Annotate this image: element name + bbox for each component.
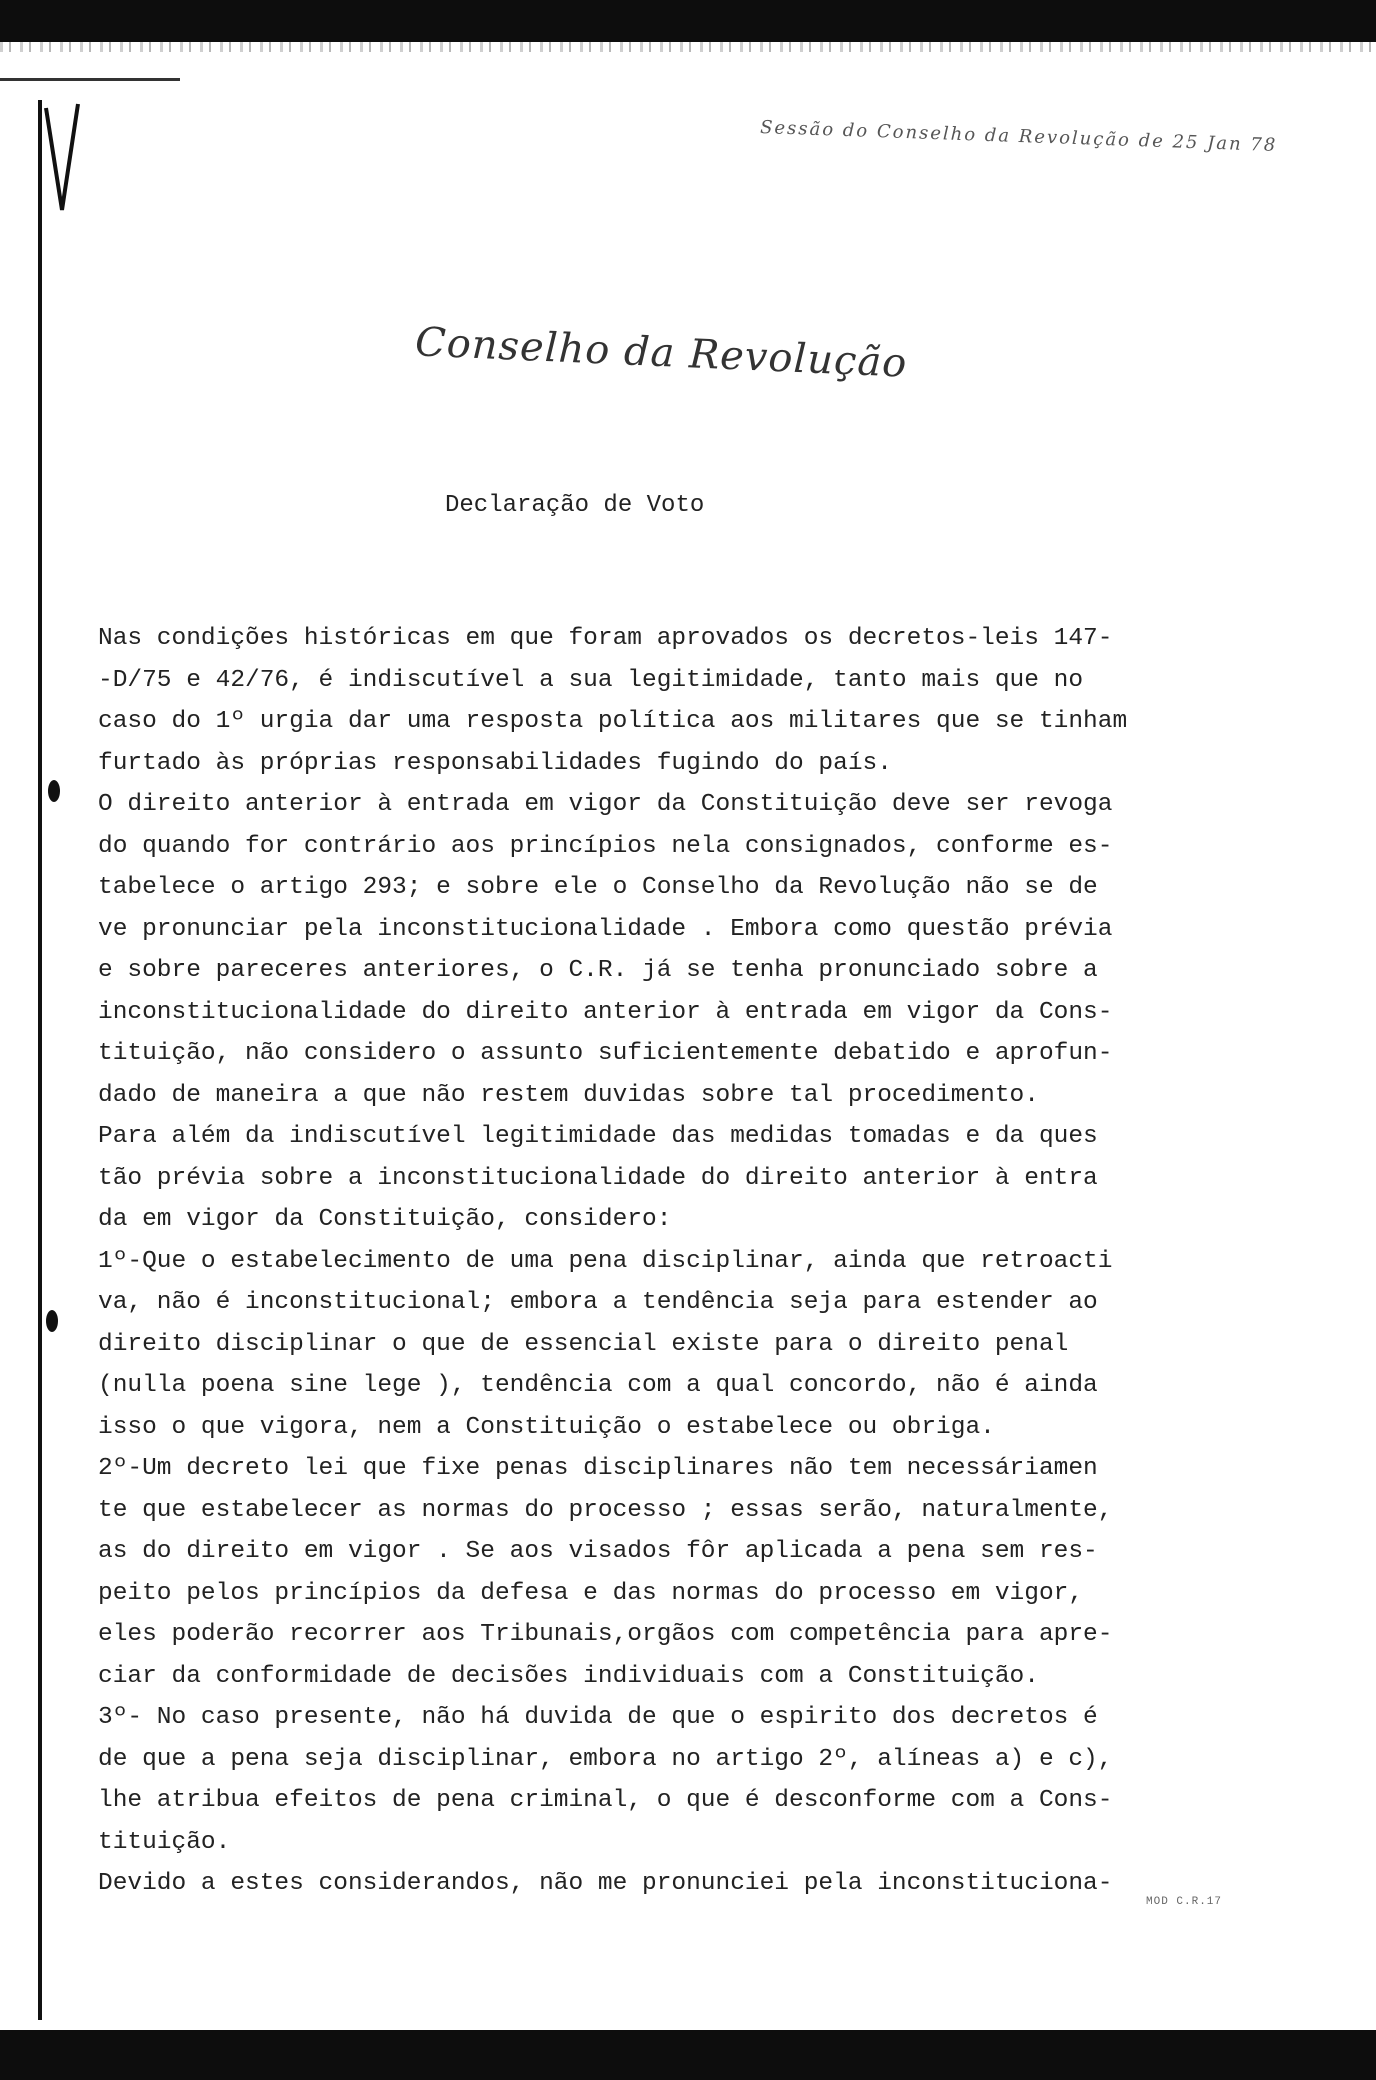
body-line: -D/75 e 42/76, é indiscutível a sua legitimidade, tanto mais que no (98, 666, 1084, 694)
body-line: tão prévia sobre a inconstitucionalidade do direito anterior à entra (98, 1164, 1098, 1192)
body-line: Nas condições históricas em que foram aprovados os decretos-leis 147- (98, 625, 1113, 652)
body-line: te que estabelecer as normas do processo ; essas serão, naturalmente, (98, 1496, 1113, 1524)
body-line: isso o que vigora, nem a Constituição o estabelece ou obriga. (98, 1413, 995, 1441)
top-rule-line (0, 78, 180, 81)
body-line: tabelece o artigo 293; e sobre ele o Conselho da Revolução não se de (98, 874, 1098, 901)
body-line: direito disciplinar o que de essencial existe para o direito penal (98, 1330, 1069, 1358)
scan-top-border (0, 0, 1376, 42)
body-line: 3º- No caso presente, não há duvida de que o espirito dos decretos é (98, 1704, 1098, 1731)
margin-ink-dot (46, 1310, 58, 1332)
body-text (98, 618, 1258, 1905)
body-line: peito pelos princípios da defesa e das normas do processo em vigor, (98, 1579, 1084, 1607)
body-line: da em vigor da Constituição, considero: (98, 1206, 672, 1233)
body-line: eles poderão recorrer aos Tribunais,orgãos com competência para apre- (98, 1621, 1113, 1648)
body-line: lhe atribua efeitos de pena criminal, o que é desconforme com a Cons- (98, 1787, 1113, 1814)
body-line: ciar da conformidade de decisões individuais com a Constituição. (98, 1662, 1039, 1690)
body-line: dado de maneira a que não restem duvidas sobre tal procedimento. (98, 1081, 1039, 1109)
body-line: ve pronunciar pela inconstitucionalidade . Embora como questão prévia (98, 915, 1113, 943)
handwritten-session-note: Sessão do Conselho da Revolução de 25 Jan 78 (759, 116, 1278, 157)
body-line: Para além da indiscutível legitimidade das medidas tomadas e da ques (98, 1123, 1098, 1150)
margin-binding-line (38, 100, 42, 2020)
letterhead-council-name: Conselho da Revolução (414, 319, 909, 387)
margin-ink-dot (48, 780, 60, 802)
body-line: Devido a estes considerandos, não me pronunciei pela inconstituciona- (98, 1870, 1113, 1897)
scan-noise-band (0, 42, 1376, 52)
document-title: Declaração de Voto (445, 492, 705, 519)
body-line: e sobre pareceres anteriores, o C.R. já se tenha pronunciado sobre a (98, 957, 1098, 984)
scan-bottom-border (0, 2030, 1376, 2080)
body-line: tituição, não considero o assunto suficientemente debatido e aprofun- (98, 1040, 1113, 1067)
body-line: (nulla poena sine lege ), tendência com a qual concordo, não é ainda (98, 1372, 1098, 1399)
body-line: do quando for contrário aos princípios nela consignados, conforme es- (98, 832, 1113, 860)
body-line: O direito anterior à entrada em vigor da Constituição deve ser revoga (98, 791, 1113, 818)
body-line: inconstitucionalidade do direito anterior à entrada em vigor da Cons- (98, 998, 1113, 1026)
body-line: furtado às próprias responsabilidades fugindo do país. (98, 749, 892, 777)
body-line: de que a pena seja disciplinar, embora no artigo 2º, alíneas a) e c), (98, 1745, 1113, 1773)
body-line: 1º-Que o estabelecimento de uma pena disciplinar, ainda que retroacti (98, 1247, 1113, 1275)
body-line: as do direito em vigor . Se aos visados fôr aplicada a pena sem res- (98, 1538, 1098, 1565)
form-code: MOD C.R.17 (1146, 1896, 1223, 1908)
margin-pen-stroke (44, 100, 84, 220)
body-line: 2º-Um decreto lei que fixe penas disciplinares não tem necessáriamen (98, 1455, 1098, 1482)
body-line: tituição. (98, 1828, 231, 1856)
body-line: va, não é inconstitucional; embora a tendência seja para estender ao (98, 1289, 1098, 1316)
body-line: caso do 1º urgia dar uma resposta política aos militares que se tinham (98, 708, 1128, 735)
